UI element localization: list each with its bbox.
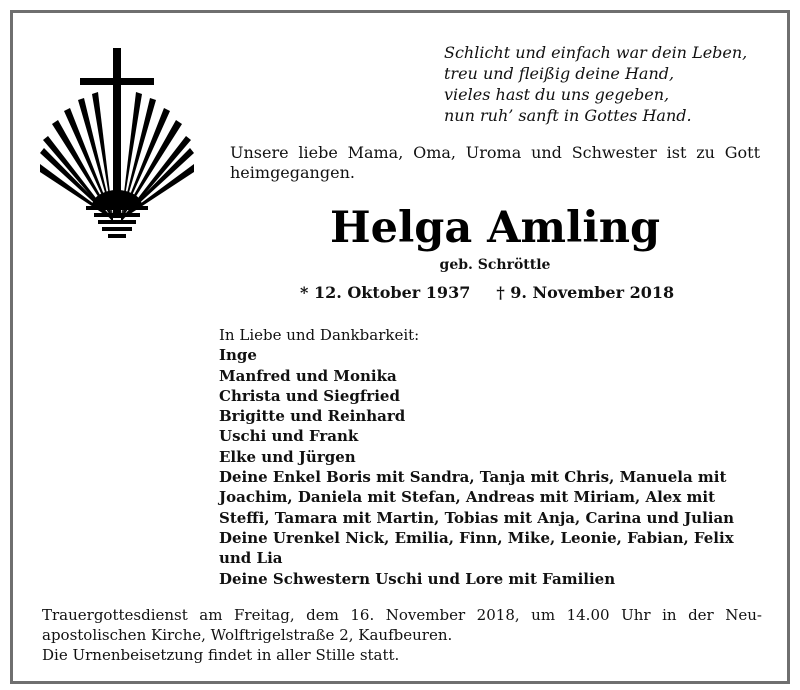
service-line: Trauergottesdienst am Freitag, dem 16. November 2018, um 14.00 Uhr in der Neu- [42,606,762,624]
mourner-line: und Lia [219,549,283,568]
deceased-name: Helga Amling [329,203,661,253]
intro-line: heimgegangen. [230,163,355,182]
service-line: Die Urnenbeisetzung findet in aller Stille statt. [42,646,400,664]
service-line: apostolischen Kirche, Wolftrigelstraße 2, Kaufbeuren. [42,626,453,644]
mourners-lead: In Liebe und Dankbarkeit: [219,326,420,344]
mourner-line: Joachim, Daniela mit Stefan, Andreas mit Miriam, Alex mit [219,488,716,507]
birth-name: geb. Schröttle [439,257,551,273]
cross-sunrise-icon [40,48,218,242]
mourner-line: Christa und Siegfried [219,386,400,405]
service-info [42,605,762,665]
mourner-line: Manfred und Monika [219,366,397,385]
mourner-line: Deine Schwestern Uschi und Lore mit Familien [219,569,616,588]
poem-line: nun ruh’ sanft in Gottes Hand. [444,106,692,125]
life-dates [300,283,740,303]
mourners-list [219,325,769,589]
poem-line: vieles hast du uns gegeben, [444,85,670,104]
intro-text [230,143,760,183]
death-date: † 9. November 2018 [496,283,675,302]
intro-line: Unsere liebe Mama, Oma, Uroma und Schwester ist zu Gott [230,143,760,162]
mourner-line: Inge [219,346,257,365]
poem-line: treu und fleißig deine Hand, [444,64,675,83]
mourner-line: Deine Enkel Boris mit Sandra, Tanja mit Chris, Manuela mit [219,468,727,487]
birth-date: * 12. Oktober 1937 [300,283,471,302]
mourner-line: Steffi, Tamara mit Martin, Tobias mit Anja, Carina und Julian [219,508,735,527]
mourner-line: Deine Urenkel Nick, Emilia, Finn, Mike, Leonie, Fabian, Felix [219,528,734,547]
mourner-line: Elke und Jürgen [219,447,356,466]
mourner-line: Brigitte und Reinhard [219,407,406,426]
poem-line: Schlicht und einfach war dein Leben, [444,43,748,62]
poem [444,42,784,126]
mourner-line: Uschi und Frank [219,427,359,446]
